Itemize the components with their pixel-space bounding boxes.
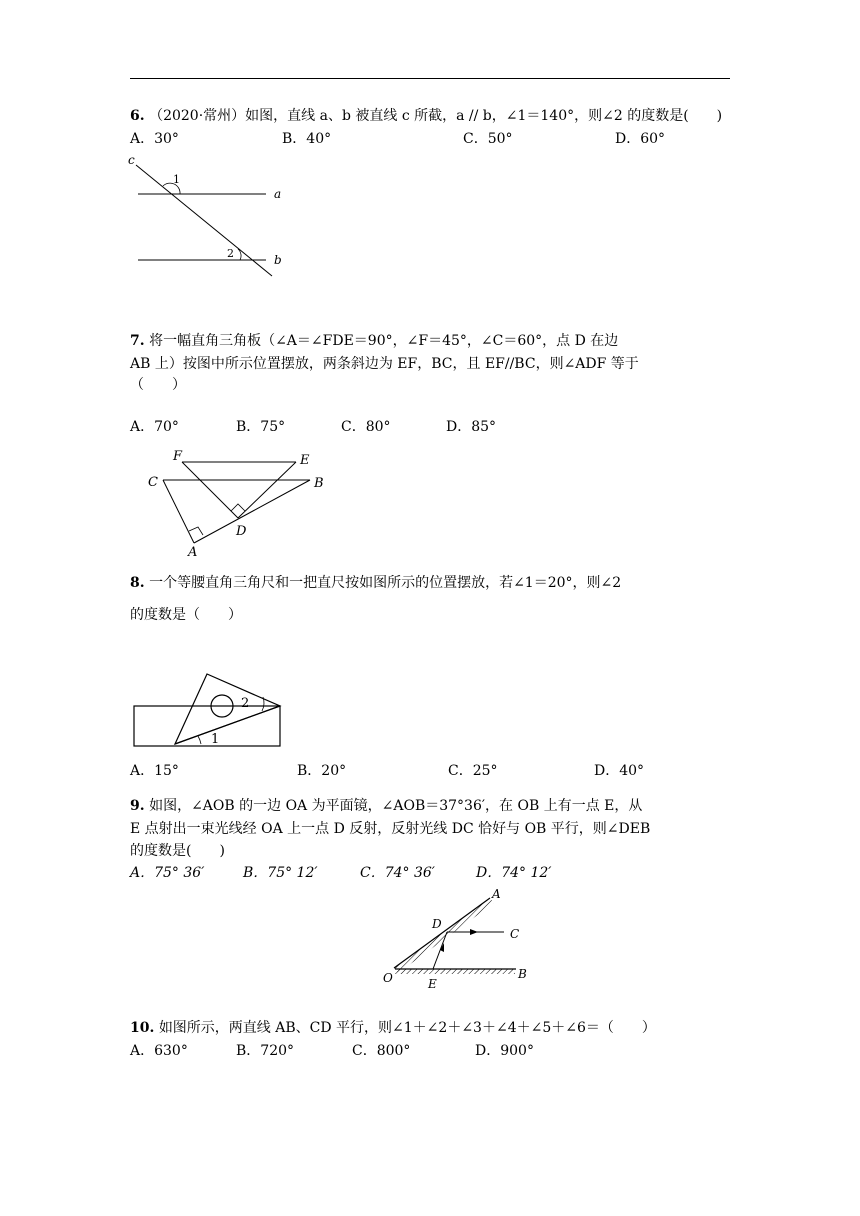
q8-label-1: 1 bbox=[211, 732, 220, 747]
q9-option-b: B．75° 12′ bbox=[243, 865, 318, 881]
q8-number: 8. bbox=[130, 575, 145, 591]
q10-number: 10. bbox=[130, 1020, 155, 1036]
q6-option-a: A．30° bbox=[130, 131, 179, 147]
q9-label-d: D bbox=[432, 917, 442, 931]
q7-label-c: C bbox=[148, 475, 158, 490]
q7-option-a: A．70° bbox=[130, 419, 179, 435]
q6-option-b: B．40° bbox=[282, 131, 332, 147]
q7-option-d: D．85° bbox=[446, 419, 497, 435]
q8-option-b: B．20° bbox=[297, 763, 347, 779]
q9-stem-line3: 的度数是( ) bbox=[130, 843, 225, 859]
q8-option-c: C．25° bbox=[448, 763, 498, 779]
q10-text: 如图所示，两直线 AB、CD 平行，则∠1＋∠2＋∠3＋∠4＋∠5＋∠6＝（ ） bbox=[158, 1020, 656, 1036]
q6-number: 6. bbox=[130, 108, 145, 124]
q9-label-e: E bbox=[428, 977, 437, 991]
q10-option-c: C．800° bbox=[352, 1043, 411, 1059]
q8-option-d: D．40° bbox=[594, 763, 645, 779]
q8-text-line1: 一个等腰直角三角尺和一把直尺按如图所示的位置摆放，若∠1＝20°，则∠2 bbox=[149, 575, 622, 591]
q6-text: （2020·常州）如图，直线 a、b 被直线 c 所截，a // b，∠1＝140°，则∠2 的度数是( ) bbox=[149, 108, 723, 124]
q7-label-d: D bbox=[236, 524, 247, 539]
q9-number: 9. bbox=[130, 798, 145, 814]
q10-option-d: D．900° bbox=[475, 1043, 534, 1059]
q9-option-d: D．74° 12′ bbox=[476, 865, 552, 881]
q9-option-c: C．74° 36′ bbox=[360, 865, 435, 881]
q9-label-b: B bbox=[518, 967, 527, 981]
q8-stem-line2: 的度数是（ ） bbox=[130, 607, 242, 623]
q6-label-a: a bbox=[274, 187, 282, 201]
q6-option-d: D．60° bbox=[615, 131, 666, 147]
q6-label-c: c bbox=[128, 153, 135, 167]
q9-label-c: C bbox=[510, 927, 520, 941]
q7-option-b: B．75° bbox=[236, 419, 286, 435]
q10-option-b: B．720° bbox=[236, 1043, 295, 1059]
q9-label-o: O bbox=[383, 971, 393, 985]
q8-label-2: 2 bbox=[241, 696, 250, 711]
q7-label-e: E bbox=[300, 453, 310, 468]
q9-text-line1: 如图，∠AOB 的一边 OA 为平面镜，∠AOB＝37°36′，在 OB 上有一点 E，从 bbox=[149, 798, 643, 814]
q9-label-a: A bbox=[492, 887, 501, 901]
q9-option-a: A．75° 36′ bbox=[130, 865, 205, 881]
q7-label-b: B bbox=[314, 476, 324, 491]
q6-label-b: b bbox=[274, 253, 282, 267]
q7-label-a: A bbox=[188, 545, 198, 560]
q7-option-c: C．80° bbox=[341, 419, 391, 435]
q6-label-1: 1 bbox=[173, 173, 180, 186]
q7-stem-line3: （ ） bbox=[130, 377, 186, 393]
q10-option-a: A．630° bbox=[130, 1043, 188, 1059]
q6-option-c: C．50° bbox=[463, 131, 513, 147]
q10-stem bbox=[130, 1019, 656, 1037]
q6-label-2: 2 bbox=[227, 247, 234, 260]
q7-text-line1: 将一幅直角三角板（∠A＝∠FDE＝90°，∠F＝45°，∠C＝60°，点 D 在边 bbox=[149, 333, 619, 349]
q7-stem-line2: AB 上）按图中所示位置摆放，两条斜边为 EF，BC，且 EF//BC，则∠ADF 等于 bbox=[130, 356, 639, 372]
q7-number: 7. bbox=[130, 333, 145, 349]
q8-option-a: A．15° bbox=[130, 763, 179, 779]
q9-stem-line2: E 点射出一束光线经 OA 上一点 D 反射，反射光线 DC 恰好与 OB 平行，则∠DEB bbox=[130, 821, 651, 837]
q7-label-f: F bbox=[173, 449, 183, 464]
